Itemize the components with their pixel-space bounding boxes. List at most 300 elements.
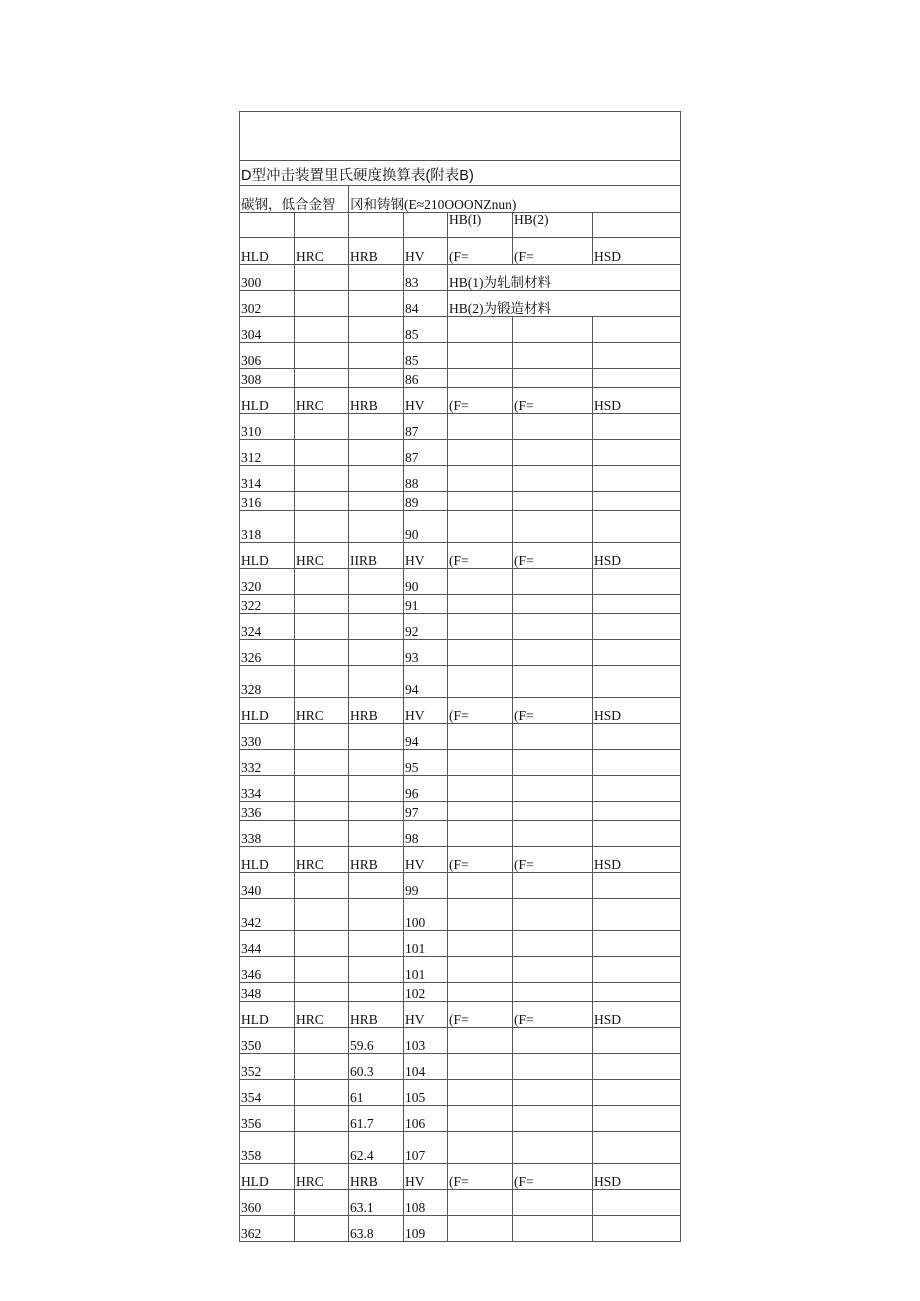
- cell-hb2: [513, 492, 593, 511]
- cell-hsd: [593, 957, 681, 983]
- cell-hsd: [593, 1054, 681, 1080]
- table-row: [240, 569, 681, 595]
- cell-hsd: [593, 440, 681, 466]
- table-title: D型冲击装置里氏硬度换算表(附表B): [240, 161, 681, 186]
- header-hv: HV: [404, 698, 448, 724]
- cell-hrc: [295, 1106, 349, 1132]
- note-hb2: HB(2)为锻造材料: [448, 291, 681, 317]
- cell-hv: 84: [404, 291, 448, 317]
- cell-hld: 320: [240, 569, 295, 595]
- header-hrc: HRC: [295, 388, 349, 414]
- cell-hsd: [593, 1080, 681, 1106]
- cell-hb2: [513, 511, 593, 543]
- header-hb1: (F=: [448, 238, 513, 265]
- header-hb1: (F=: [448, 1002, 513, 1028]
- cell-hb1: [448, 640, 513, 666]
- cell-hv: 94: [404, 666, 448, 698]
- cell-hv: 86: [404, 369, 448, 388]
- cell-hrb: [349, 265, 404, 291]
- header-hb1: (F=: [448, 543, 513, 569]
- cell-hrb: [349, 466, 404, 492]
- header-hb1: (F=: [448, 1164, 513, 1190]
- cell-hb2: [513, 317, 593, 343]
- cell-hv: 103: [404, 1028, 448, 1054]
- header-hb1: (F=: [448, 698, 513, 724]
- header-hrc: HRC: [295, 1002, 349, 1028]
- column-header-row: [240, 698, 681, 724]
- hb1-group-label: HB(I): [448, 213, 513, 238]
- cell-hb1: [448, 317, 513, 343]
- header-hsd: HSD: [593, 847, 681, 873]
- header-hv: HV: [404, 543, 448, 569]
- table-row: [240, 899, 681, 931]
- cell-hrc: [295, 931, 349, 957]
- cell-hrb: 63.8: [349, 1216, 404, 1242]
- table-row: [240, 1190, 681, 1216]
- cell-hrb: [349, 614, 404, 640]
- cell-hb1: [448, 1190, 513, 1216]
- cell-hv: 104: [404, 1054, 448, 1080]
- cell-hb2: [513, 724, 593, 750]
- header-hb2: (F=: [513, 543, 593, 569]
- header-hld: HLD: [240, 543, 295, 569]
- cell-hb2: [513, 931, 593, 957]
- cell-hrb: 59.6: [349, 1028, 404, 1054]
- blank-top-row: [240, 112, 681, 161]
- cell-hb2: [513, 776, 593, 802]
- cell-hrb: 62.4: [349, 1132, 404, 1164]
- table-row: [240, 821, 681, 847]
- cell-hrc: [295, 899, 349, 931]
- cell-hsd: [593, 343, 681, 369]
- cell-hv: 90: [404, 511, 448, 543]
- cell-hb2: [513, 1028, 593, 1054]
- cell-hrb: [349, 317, 404, 343]
- material-left-label: 碳钢，低合金智: [240, 186, 349, 213]
- header-hsd: HSD: [593, 1002, 681, 1028]
- header-hsd: HSD: [593, 698, 681, 724]
- cell-hld: 348: [240, 983, 295, 1002]
- table-row: [240, 1106, 681, 1132]
- table-row: [240, 1216, 681, 1242]
- cell-hb2: [513, 1132, 593, 1164]
- cell-hb2: [513, 1054, 593, 1080]
- header-hrc: HRC: [295, 238, 349, 265]
- cell-hld: 306: [240, 343, 295, 369]
- cell-hrb: [349, 873, 404, 899]
- cell-hv: 107: [404, 1132, 448, 1164]
- column-header-row: [240, 238, 681, 265]
- cell-hld: 328: [240, 666, 295, 698]
- cell-hrc: [295, 802, 349, 821]
- cell-hld: 326: [240, 640, 295, 666]
- cell-hrb: [349, 666, 404, 698]
- table-row: [240, 1080, 681, 1106]
- cell-hv: 98: [404, 821, 448, 847]
- header-hld: HLD: [240, 698, 295, 724]
- cell-hv: 87: [404, 414, 448, 440]
- cell-hrc: [295, 1080, 349, 1106]
- table-row: [240, 466, 681, 492]
- cell-hb1: [448, 343, 513, 369]
- header-hrc: HRC: [295, 1164, 349, 1190]
- cell-hb1: [448, 873, 513, 899]
- cell-hb2: [513, 750, 593, 776]
- cell-hv: 87: [404, 440, 448, 466]
- header-hv: HV: [404, 847, 448, 873]
- cell-hv: 99: [404, 873, 448, 899]
- cell-hsd: [593, 492, 681, 511]
- cell-hrc: [295, 821, 349, 847]
- table-row: [240, 369, 681, 388]
- cell-hb2: [513, 640, 593, 666]
- cell-hv: 91: [404, 595, 448, 614]
- cell-hv: 89: [404, 492, 448, 511]
- header-hld: HLD: [240, 847, 295, 873]
- cell-hrc: [295, 343, 349, 369]
- hardness-conversion-table: [239, 111, 681, 1242]
- cell-hb2: [513, 569, 593, 595]
- cell-hld: 324: [240, 614, 295, 640]
- cell-hb1: [448, 569, 513, 595]
- cell-hsd: [593, 640, 681, 666]
- column-header-row: [240, 388, 681, 414]
- header-hrb: HRB: [349, 698, 404, 724]
- cell-hb2: [513, 414, 593, 440]
- cell-hrc: [295, 957, 349, 983]
- cell-hb1: [448, 802, 513, 821]
- cell-hb1: [448, 440, 513, 466]
- cell-hrc: [295, 873, 349, 899]
- cell-hv: 94: [404, 724, 448, 750]
- cell-hrc: [295, 1216, 349, 1242]
- cell-hrc: [295, 1028, 349, 1054]
- header-hld: HLD: [240, 1164, 295, 1190]
- cell-hb1: [448, 614, 513, 640]
- cell-hld: 302: [240, 291, 295, 317]
- cell-hv: 109: [404, 1216, 448, 1242]
- cell-hsd: [593, 317, 681, 343]
- hb2-group-label: HB(2): [513, 213, 593, 238]
- cell-hld: 308: [240, 369, 295, 388]
- cell-hb2: [513, 1106, 593, 1132]
- table-row: [240, 724, 681, 750]
- cell-hsd: [593, 776, 681, 802]
- cell-hrb: 60.3: [349, 1054, 404, 1080]
- cell-hld: 352: [240, 1054, 295, 1080]
- cell-hld: 356: [240, 1106, 295, 1132]
- cell-hrb: [349, 776, 404, 802]
- cell-hb2: [513, 821, 593, 847]
- cell-hrb: [349, 440, 404, 466]
- cell-hld: 304: [240, 317, 295, 343]
- cell-hrb: [349, 511, 404, 543]
- cell-hsd: [593, 983, 681, 1002]
- cell-hld: 354: [240, 1080, 295, 1106]
- header-hld: HLD: [240, 238, 295, 265]
- cell-hrc: [295, 291, 349, 317]
- header-hv: HV: [404, 1002, 448, 1028]
- cell-hrb: [349, 640, 404, 666]
- table-row: [240, 511, 681, 543]
- cell-hsd: [593, 666, 681, 698]
- cell-hrc: [295, 1054, 349, 1080]
- cell-hld: 344: [240, 931, 295, 957]
- table-row: [240, 492, 681, 511]
- cell-hb2: [513, 983, 593, 1002]
- cell-hld: 322: [240, 595, 295, 614]
- header-hb2: (F=: [513, 238, 593, 265]
- table-row: [240, 343, 681, 369]
- cell-hld: 300: [240, 265, 295, 291]
- cell-hrc: [295, 614, 349, 640]
- cell-hv: 90: [404, 569, 448, 595]
- cell-hld: 330: [240, 724, 295, 750]
- header-hb2: (F=: [513, 1164, 593, 1190]
- cell-hrc: [295, 1132, 349, 1164]
- cell-hv: 108: [404, 1190, 448, 1216]
- cell-hv: 88: [404, 466, 448, 492]
- cell-hv: 95: [404, 750, 448, 776]
- cell-hrb: [349, 724, 404, 750]
- cell-hrc: [295, 724, 349, 750]
- cell-hsd: [593, 1190, 681, 1216]
- table-row: [240, 957, 681, 983]
- cell-hb1: [448, 750, 513, 776]
- cell-hld: 316: [240, 492, 295, 511]
- material-right-label: 冈和铸钢(E≈210OOONZnun): [349, 186, 681, 213]
- cell-hrc: [295, 414, 349, 440]
- cell-hrb: [349, 569, 404, 595]
- cell-hld: 362: [240, 1216, 295, 1242]
- table-row: [240, 595, 681, 614]
- cell-hv: 101: [404, 957, 448, 983]
- cell-hsd: [593, 873, 681, 899]
- cell-hld: 310: [240, 414, 295, 440]
- table-row: [240, 1132, 681, 1164]
- cell-hsd: [593, 511, 681, 543]
- header-hld: HLD: [240, 388, 295, 414]
- cell-hb1: [448, 369, 513, 388]
- cell-hb2: [513, 802, 593, 821]
- cell-hb2: [513, 873, 593, 899]
- header-hb2: (F=: [513, 388, 593, 414]
- cell-hrb: [349, 899, 404, 931]
- cell-hrb: [349, 369, 404, 388]
- cell-hrc: [295, 640, 349, 666]
- table-row: [240, 776, 681, 802]
- table-row: [240, 640, 681, 666]
- cell-hb2: [513, 614, 593, 640]
- table-row: [240, 291, 681, 317]
- header-hb1: (F=: [448, 847, 513, 873]
- table-row: [240, 614, 681, 640]
- cell-hv: 105: [404, 1080, 448, 1106]
- header-hv: HV: [404, 388, 448, 414]
- cell-hrb: [349, 343, 404, 369]
- table-row: [240, 750, 681, 776]
- header-hsd: HSD: [593, 238, 681, 265]
- cell-hrb: [349, 821, 404, 847]
- cell-hrc: [295, 440, 349, 466]
- cell-hb2: [513, 343, 593, 369]
- table-row: [240, 666, 681, 698]
- cell-hsd: [593, 1132, 681, 1164]
- cell-hv: 106: [404, 1106, 448, 1132]
- cell-hb1: [448, 1080, 513, 1106]
- cell-hrb: 63.1: [349, 1190, 404, 1216]
- cell-hsd: [593, 1028, 681, 1054]
- table-row: [240, 983, 681, 1002]
- cell-hrc: [295, 1190, 349, 1216]
- cell-hb1: [448, 666, 513, 698]
- cell-hv: 93: [404, 640, 448, 666]
- cell-hsd: [593, 569, 681, 595]
- table-row: [240, 414, 681, 440]
- cell-hsd: [593, 414, 681, 440]
- cell-hsd: [593, 1106, 681, 1132]
- cell-hrc: [295, 595, 349, 614]
- cell-hv: 96: [404, 776, 448, 802]
- cell-hrc: [295, 511, 349, 543]
- cell-hld: 346: [240, 957, 295, 983]
- table-row: [240, 873, 681, 899]
- cell-hb2: [513, 899, 593, 931]
- cell-hrb: [349, 750, 404, 776]
- table-row: [240, 931, 681, 957]
- cell-hld: 342: [240, 899, 295, 931]
- cell-hrc: [295, 750, 349, 776]
- cell-hb2: [513, 1080, 593, 1106]
- cell-hb1: [448, 414, 513, 440]
- table-row: [240, 1054, 681, 1080]
- header-hb1: (F=: [448, 388, 513, 414]
- header-hrb: HRB: [349, 1164, 404, 1190]
- cell-hrc: [295, 492, 349, 511]
- cell-hb1: [448, 724, 513, 750]
- cell-hb1: [448, 1132, 513, 1164]
- cell-hsd: [593, 724, 681, 750]
- header-hrb: HRB: [349, 1002, 404, 1028]
- cell-hrb: [349, 414, 404, 440]
- cell-hb1: [448, 492, 513, 511]
- cell-hrb: 61.7: [349, 1106, 404, 1132]
- cell-hsd: [593, 931, 681, 957]
- cell-hv: 97: [404, 802, 448, 821]
- cell-hb2: [513, 666, 593, 698]
- cell-hrc: [295, 369, 349, 388]
- cell-hsd: [593, 802, 681, 821]
- cell-hb1: [448, 595, 513, 614]
- cell-hb2: [513, 595, 593, 614]
- cell-hsd: [593, 899, 681, 931]
- cell-hrb: [349, 983, 404, 1002]
- header-hrc: HRC: [295, 698, 349, 724]
- cell-hv: 100: [404, 899, 448, 931]
- title-row: [240, 161, 681, 186]
- cell-hld: 334: [240, 776, 295, 802]
- column-header-row: [240, 847, 681, 873]
- cell-hv: 101: [404, 931, 448, 957]
- column-header-row: [240, 1002, 681, 1028]
- cell-hsd: [593, 466, 681, 492]
- cell-hv: 92: [404, 614, 448, 640]
- cell-hrc: [295, 265, 349, 291]
- header-hrc: HRC: [295, 847, 349, 873]
- cell-hsd: [593, 595, 681, 614]
- cell-hb1: [448, 821, 513, 847]
- header-hb2: (F=: [513, 847, 593, 873]
- cell-hb1: [448, 899, 513, 931]
- cell-hb1: [448, 466, 513, 492]
- cell-hrc: [295, 569, 349, 595]
- cell-hb2: [513, 440, 593, 466]
- cell-hv: 85: [404, 343, 448, 369]
- cell-hv: 85: [404, 317, 448, 343]
- cell-hrb: [349, 802, 404, 821]
- cell-hb1: [448, 776, 513, 802]
- header-hsd: HSD: [593, 388, 681, 414]
- cell-hb1: [448, 983, 513, 1002]
- cell-hb1: [448, 931, 513, 957]
- cell-hsd: [593, 1216, 681, 1242]
- header-hrc: HRC: [295, 543, 349, 569]
- cell-hrb: 61: [349, 1080, 404, 1106]
- cell-hb2: [513, 957, 593, 983]
- header-hrb: HRB: [349, 238, 404, 265]
- cell-hv: 83: [404, 265, 448, 291]
- cell-hsd: [593, 821, 681, 847]
- cell-hb1: [448, 1054, 513, 1080]
- header-hb2: (F=: [513, 1002, 593, 1028]
- cell-hrb: [349, 931, 404, 957]
- table-row: [240, 440, 681, 466]
- cell-hrb: [349, 957, 404, 983]
- cell-hb1: [448, 1106, 513, 1132]
- hb-group-row: [240, 213, 681, 238]
- cell-hrc: [295, 317, 349, 343]
- cell-hld: 340: [240, 873, 295, 899]
- header-hrb: HRB: [349, 388, 404, 414]
- cell-hrc: [295, 776, 349, 802]
- cell-hb1: [448, 1028, 513, 1054]
- cell-hb1: [448, 1216, 513, 1242]
- header-hv: HV: [404, 1164, 448, 1190]
- table-row: [240, 317, 681, 343]
- cell-hsd: [593, 369, 681, 388]
- cell-hld: 332: [240, 750, 295, 776]
- cell-hb2: [513, 466, 593, 492]
- cell-hld: 312: [240, 440, 295, 466]
- cell-hv: 102: [404, 983, 448, 1002]
- header-hld: HLD: [240, 1002, 295, 1028]
- cell-hrc: [295, 466, 349, 492]
- cell-hrc: [295, 983, 349, 1002]
- material-row: [240, 186, 681, 213]
- cell-hld: 358: [240, 1132, 295, 1164]
- cell-hrb: [349, 595, 404, 614]
- cell-hld: 318: [240, 511, 295, 543]
- cell-hrb: [349, 291, 404, 317]
- header-hb2: (F=: [513, 698, 593, 724]
- header-hsd: HSD: [593, 543, 681, 569]
- cell-hld: 360: [240, 1190, 295, 1216]
- table-row: [240, 1028, 681, 1054]
- column-header-row: [240, 1164, 681, 1190]
- table-row: [240, 265, 681, 291]
- table-row: [240, 802, 681, 821]
- header-hrb: HRB: [349, 847, 404, 873]
